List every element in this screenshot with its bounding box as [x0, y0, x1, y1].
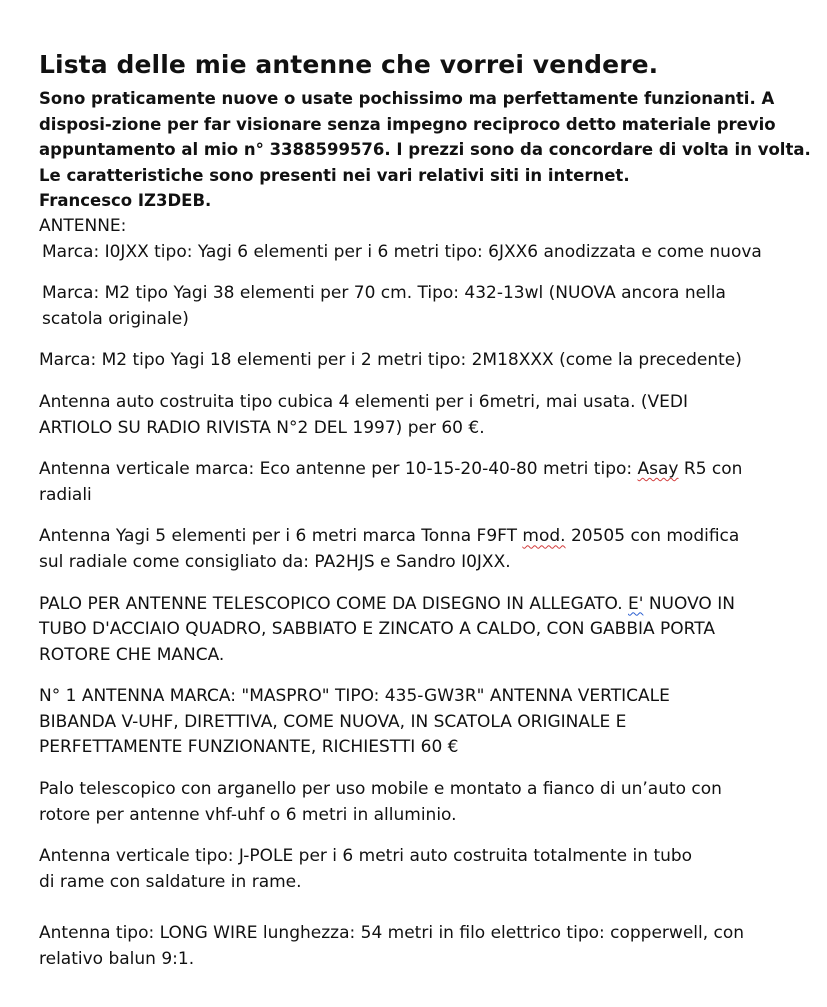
list-item: Antenna tipo: LONG WIRE lunghezza: 54 metri in filo elettrico tipo: copperwell, con relativo balun 9:1.: [39, 923, 745, 970]
list-item: Antenna verticale tipo: J-POLE per i 6 metri auto costruita totalmente in tubo di rame con saldature in rame.: [39, 846, 693, 892]
document-title: Lista delle mie antenne che vorrei vendere.: [39, 50, 659, 79]
list-item: Marca: M2 tipo Yagi 38 elementi per 70 cm. Tipo: 432-13wl (NUOVA ancora nella scatola originale): [42, 283, 726, 329]
intro-line: appuntamento al mio n° 3388599576. I prezzi sono da concordare di volta in volta.: [39, 140, 811, 160]
intro-line: Sono praticamente nuove o usate pochissimo ma perfettamente funzionanti. A: [39, 89, 775, 108]
spellcheck-mark: Asay: [637, 459, 679, 480]
intro-line: disposi-zione per far visionare senza impegno reciproco detto materiale previo: [39, 114, 776, 134]
list-item: N° 1 ANTENNA MARCA: "MASPRO" TIPO: 435-GW3R" ANTENNA VERTICALE BIBANDA V-UHF, DIRETTIVA, COME NUOVA, IN SCATOLA ORIGINALE E PERFETTAMENTE FUNZIONANTE, RICHIESTTI 60 €: [39, 686, 670, 758]
list-item: Palo telescopico con arganello per uso mobile e montato a fianco di un’auto con rotore per antenne vhf-uhf o 6 metri in alluminio.: [39, 779, 722, 825]
list-item: Marca: I0JXX tipo: Yagi 6 elementi per i 6 metri tipo: 6JXX6 anodizzata e come nuova: [42, 241, 762, 262]
spellcheck-mark: mod.: [522, 526, 566, 547]
spellcheck-mark: E': [628, 593, 644, 614]
section-label: ANTENNE:: [39, 215, 127, 236]
intro-paragraph: [39, 86, 809, 214]
list-item: Antenna auto costruita tipo cubica 4 elementi per i 6metri, mai usata. (VEDI ARTIOLO SU RADIO RIVISTA N°2 DEL 1997) per 60 €.: [39, 391, 688, 438]
list-item: PALO PER ANTENNE TELESCOPICO COME DA DISEGNO IN ALLEGATO. E' NUOVO IN TUBO D'ACCIAIO QUADRO, SABBIATO E ZINCATO A CALDO, CON GABBIA PORTA ROTORE CHE MANCA.: [39, 593, 735, 665]
list-item: Antenna Yagi 5 elementi per i 6 metri marca Tonna F9FT mod. 20505 con modifica sul radiale come consigliato da: PA2HJS e Sandro I0JXX.: [39, 526, 740, 572]
list-item: Antenna verticale marca: Eco antenne per 10-15-20-40-80 metri tipo: Asay R5 con radiali: [39, 459, 743, 505]
intro-line: Le caratteristiche sono presenti nei vari relativi siti in internet.: [39, 165, 630, 185]
intro-line: Francesco IZ3DEB.: [39, 191, 212, 211]
document-page: [39, 48, 809, 973]
list-item: Marca: M2 tipo Yagi 18 elementi per i 2 metri tipo: 2M18XXX (come la precedente): [39, 350, 742, 371]
